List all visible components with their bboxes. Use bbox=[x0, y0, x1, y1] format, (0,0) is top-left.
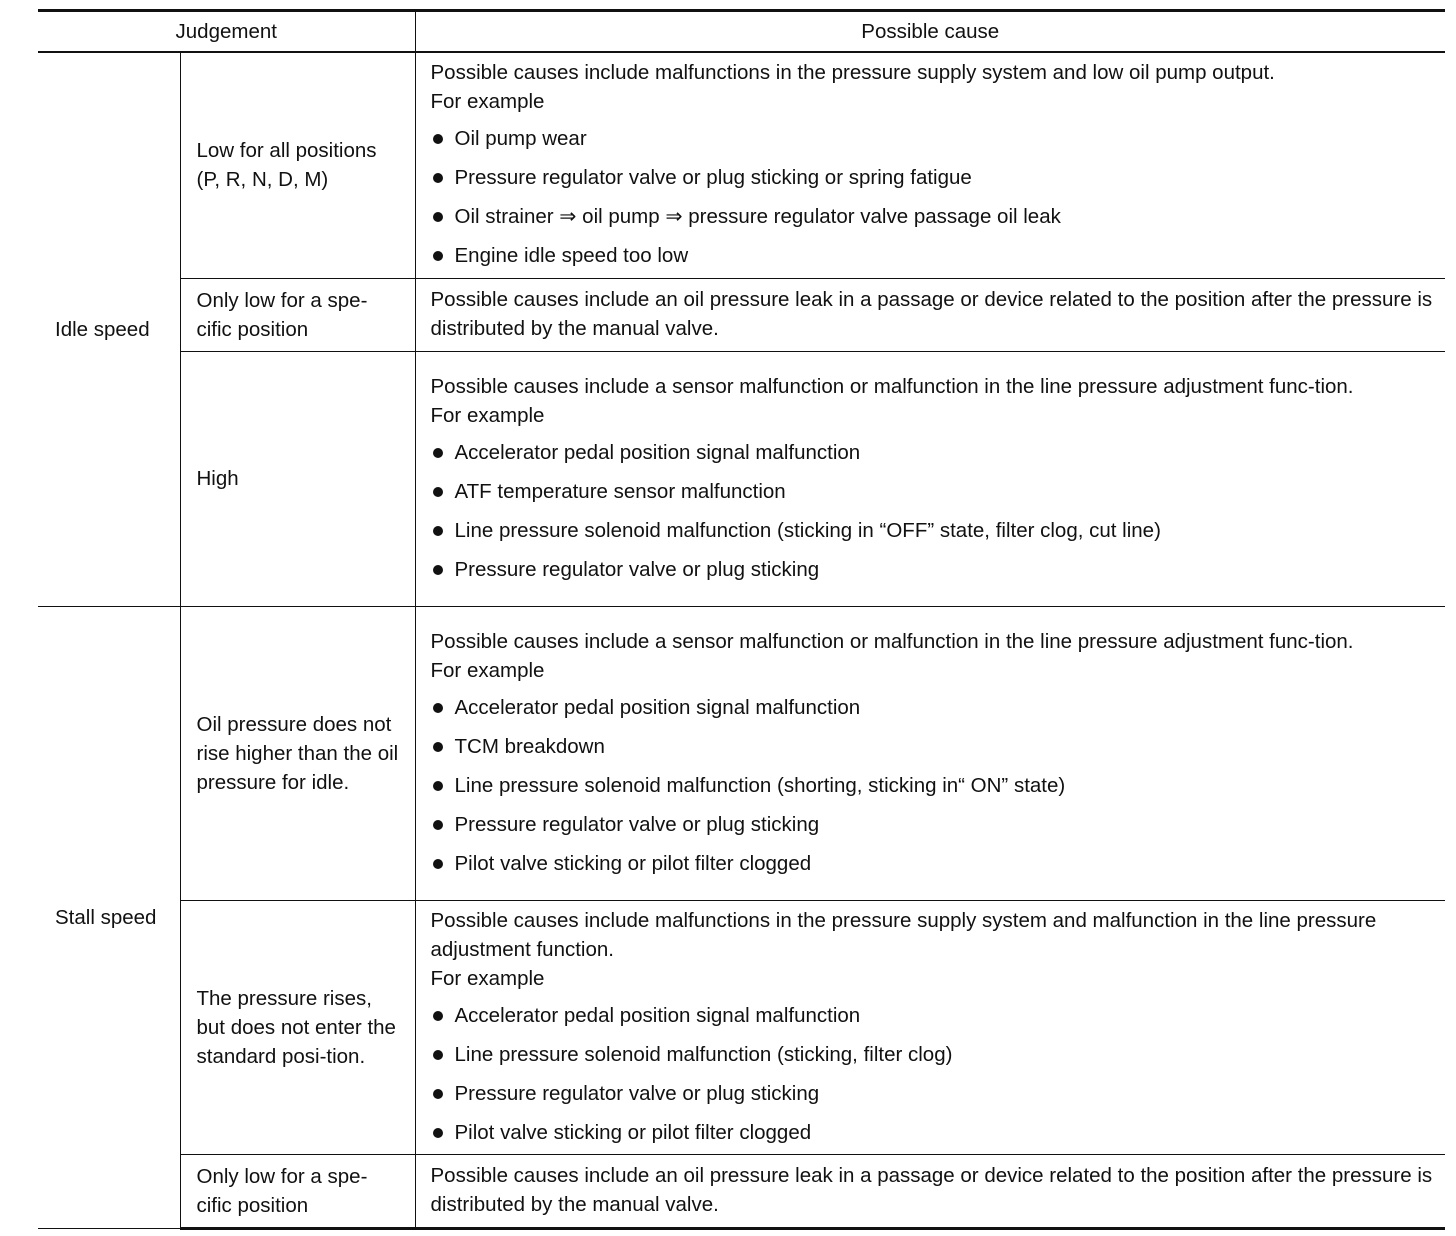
cause-bullet: Pressure regulator valve or plug sticking bbox=[431, 555, 1436, 584]
cause-cell bbox=[415, 1154, 1445, 1228]
cause-bullet: Accelerator pedal position signal malfunction bbox=[431, 1001, 1436, 1030]
table-row bbox=[38, 278, 1445, 351]
cause-bullet: Engine idle speed too low bbox=[431, 241, 1436, 270]
judgement-cell: The pressure rises, but does not enter the standard posi-tion. bbox=[180, 900, 415, 1154]
cause-bullet: Line pressure solenoid malfunction (sticking, filter clog) bbox=[431, 1040, 1436, 1069]
group-idle-speed: Idle speed bbox=[38, 52, 180, 606]
group-stall-speed: Stall speed bbox=[38, 606, 180, 1228]
judgement-cell: Oil pressure does not rise higher than the oil pressure for idle. bbox=[180, 606, 415, 900]
table-row bbox=[38, 606, 1445, 900]
judgement-table bbox=[38, 9, 1445, 1230]
possible-cause-header: Possible cause bbox=[415, 11, 1445, 53]
judgement-cell: High bbox=[180, 351, 415, 606]
cause-cell bbox=[415, 52, 1445, 278]
cause-cell bbox=[415, 900, 1445, 1154]
cause-intro: Possible causes include a sensor malfunction or malfunction in the line pressure adjustment func-tion. bbox=[430, 374, 1354, 398]
header-row bbox=[38, 11, 1445, 53]
cause-example-label: For example bbox=[430, 966, 545, 990]
cause-example-label: For example bbox=[430, 403, 545, 427]
cause-bullet: Pilot valve sticking or pilot filter clogged bbox=[431, 1118, 1436, 1147]
cause-bullet: Pressure regulator valve or plug sticking bbox=[431, 1079, 1436, 1108]
cause-bullet: Accelerator pedal position signal malfunction bbox=[431, 438, 1436, 467]
table-row bbox=[38, 351, 1445, 606]
cause-example-label: For example bbox=[430, 658, 545, 682]
cause-bullet: Line pressure solenoid malfunction (sticking in “OFF” state, filter clog, cut line) bbox=[431, 516, 1436, 545]
cause-cell bbox=[415, 278, 1445, 351]
cause-intro: Possible causes include a sensor malfunction or malfunction in the line pressure adjustment func-tion. bbox=[430, 629, 1354, 653]
cause-bullet: Oil strainer ⇒ oil pump ⇒ pressure regulator valve passage oil leak bbox=[431, 202, 1436, 231]
cause-list bbox=[431, 1001, 1436, 1147]
cause-intro: Possible causes include malfunctions in the pressure supply system and low oil pump output. bbox=[430, 61, 1275, 85]
cause-bullet: Oil pump wear bbox=[431, 124, 1436, 153]
cause-list bbox=[431, 438, 1436, 584]
cause-bullet: Accelerator pedal position signal malfunction bbox=[431, 693, 1436, 722]
cause-bullet: Pressure regulator valve or plug sticking bbox=[431, 810, 1436, 839]
cause-intro: Possible causes include an oil pressure leak in a passage or device related to the position after the pressure is distributed by the manual valve. bbox=[430, 1163, 1433, 1216]
cause-intro: Possible causes include malfunctions in the pressure supply system and malfunction in the line pressure adjustment function. bbox=[430, 908, 1377, 961]
cause-cell bbox=[415, 351, 1445, 606]
cause-list bbox=[431, 124, 1436, 270]
table-row bbox=[38, 1154, 1445, 1228]
judgement-header: Judgement bbox=[38, 11, 415, 53]
judgement-cell: Only low for a spe-cific position bbox=[180, 1154, 415, 1228]
cause-bullet: Pressure regulator valve or plug sticking or spring fatigue bbox=[431, 163, 1436, 192]
table-row bbox=[38, 900, 1445, 1154]
judgement-cell: Only low for a spe-cific position bbox=[180, 278, 415, 351]
cause-bullet: TCM breakdown bbox=[431, 732, 1436, 761]
cause-example-label: For example bbox=[430, 90, 545, 114]
cause-bullet: Pilot valve sticking or pilot filter clogged bbox=[431, 849, 1436, 878]
cause-bullet: Line pressure solenoid malfunction (shorting, sticking in“ ON” state) bbox=[431, 771, 1436, 800]
cause-cell bbox=[415, 606, 1445, 900]
table-row bbox=[38, 52, 1445, 278]
cause-list bbox=[431, 693, 1436, 878]
cause-intro: Possible causes include an oil pressure leak in a passage or device related to the position after the pressure is distributed by the manual valve. bbox=[430, 287, 1433, 340]
cause-bullet: ATF temperature sensor malfunction bbox=[431, 477, 1436, 506]
judgement-cell: Low for all positions (P, R, N, D, M) bbox=[180, 52, 415, 278]
